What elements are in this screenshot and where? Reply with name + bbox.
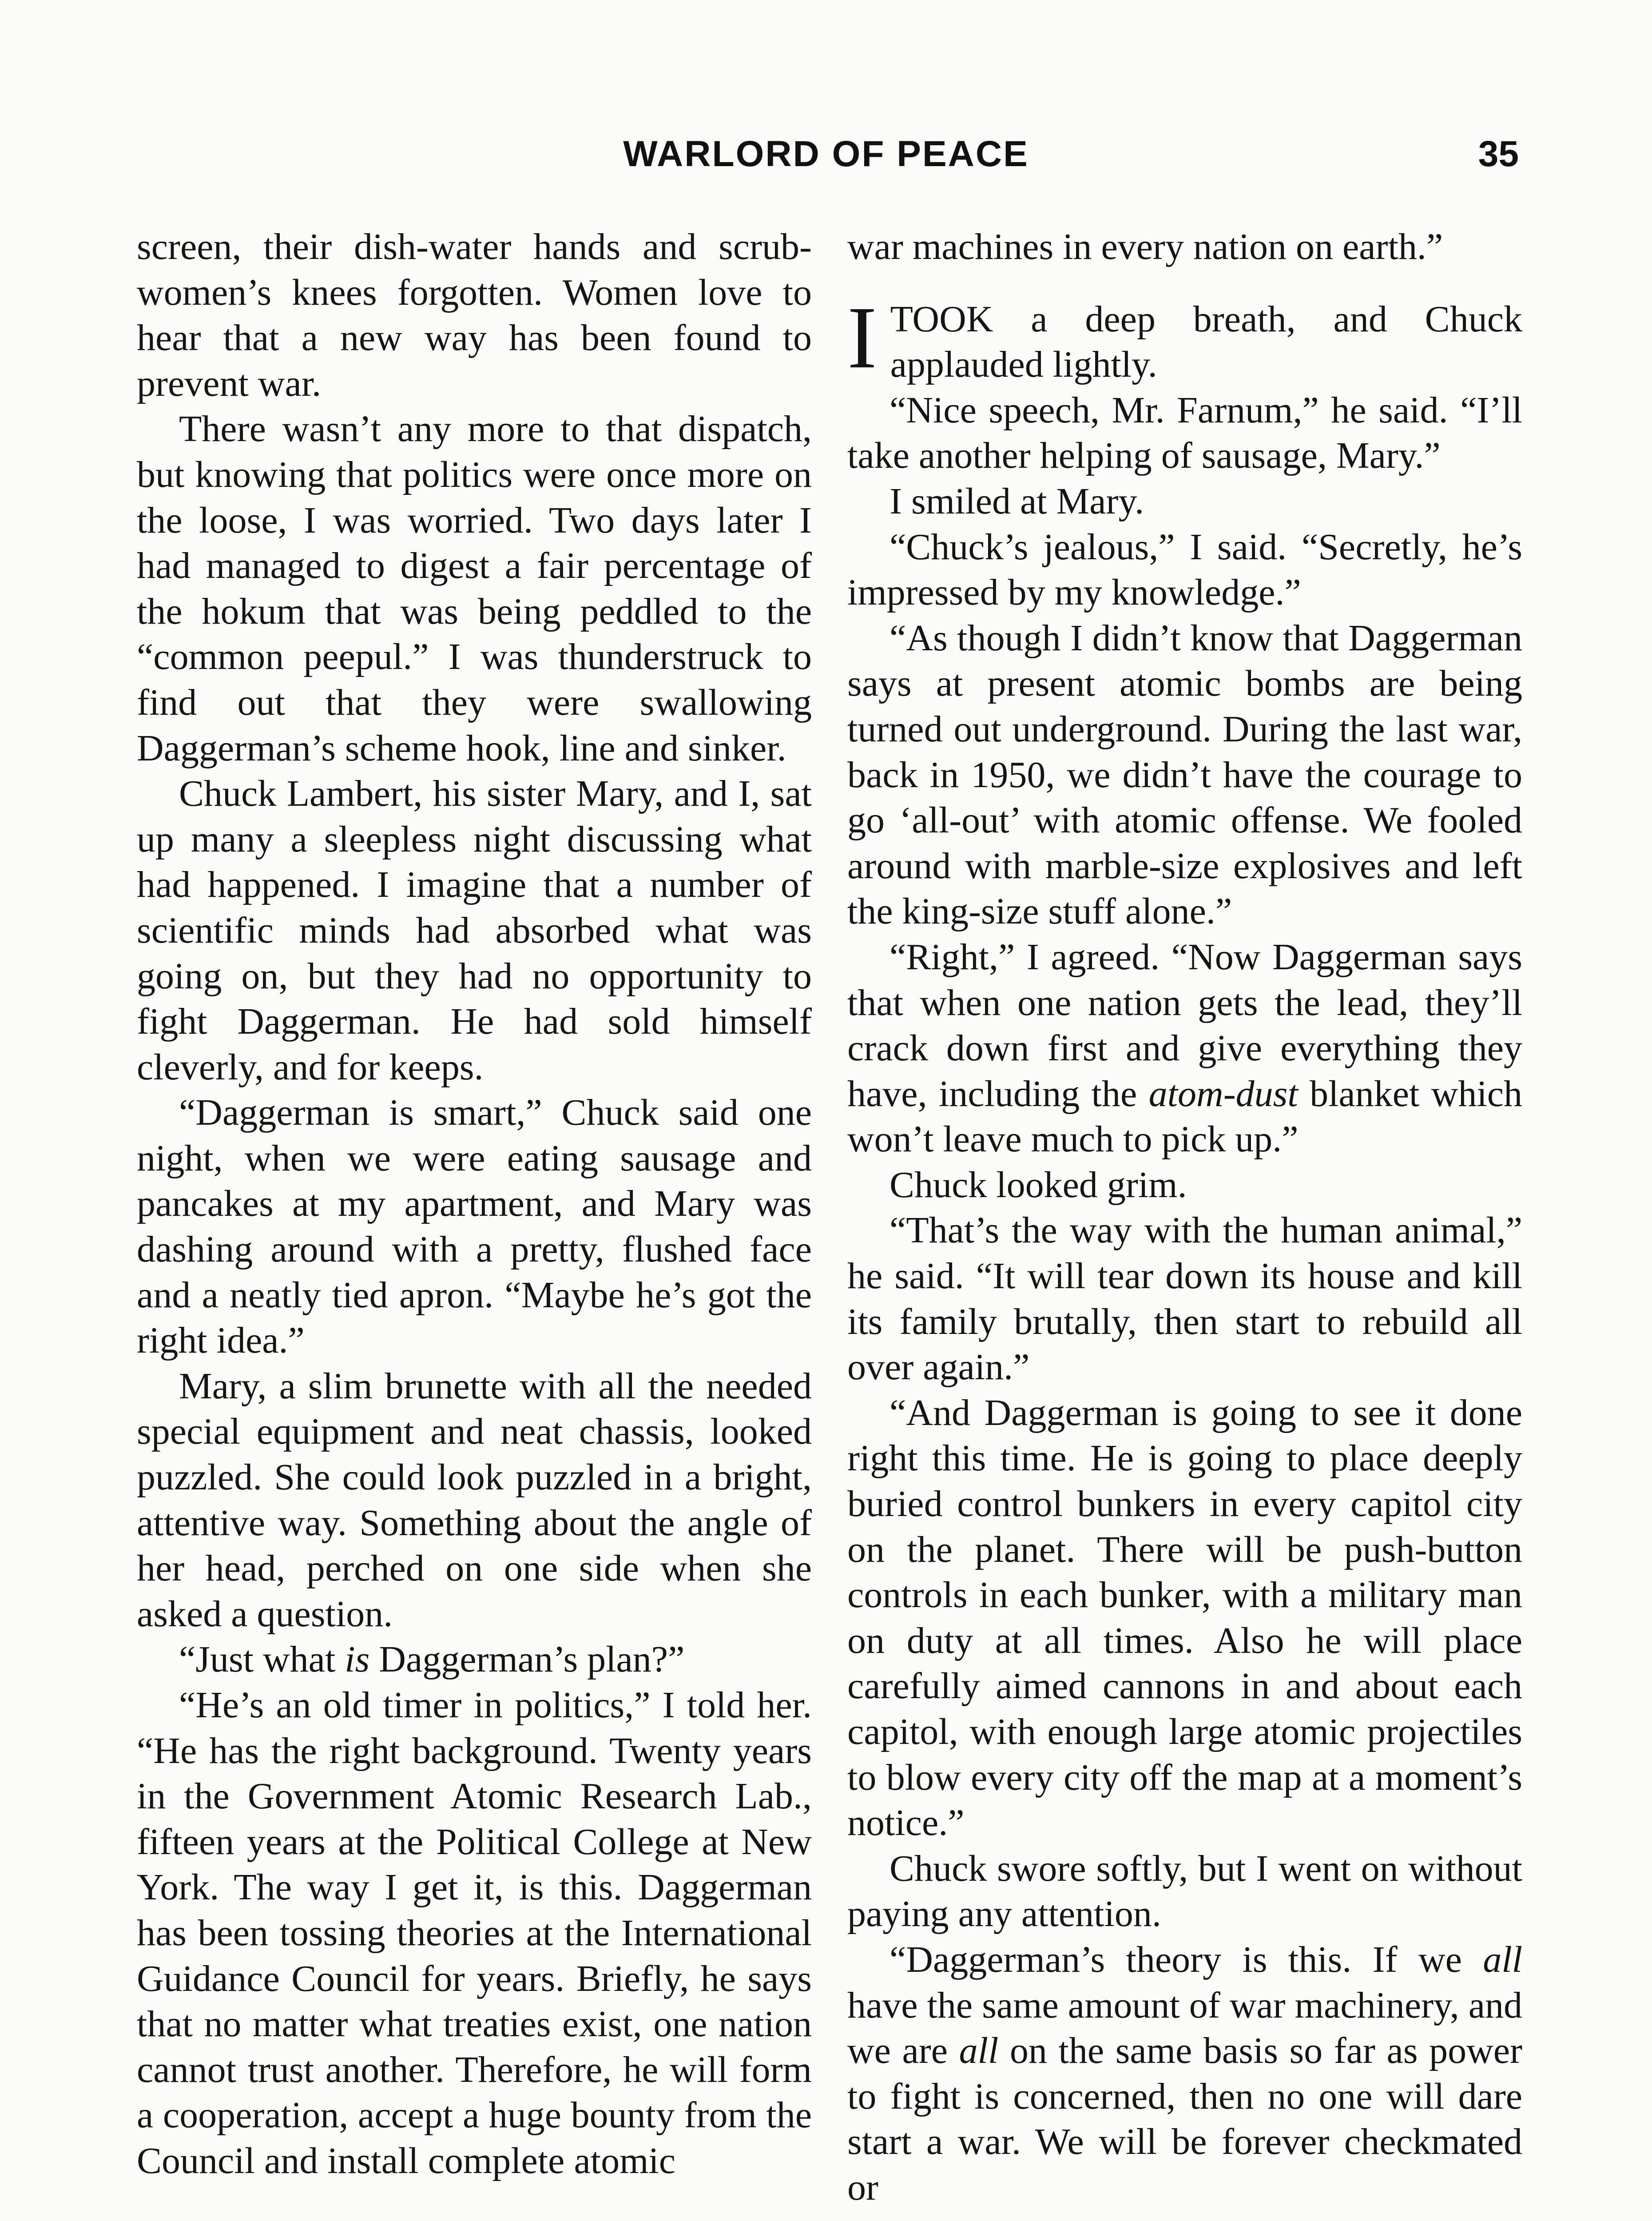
text-run: “Right,” I agreed. “Now Daggerman says that when one nation gets the lead, they’ll crack down first and give everything they have, including the: [847, 936, 1522, 1114]
drop-cap: I: [847, 288, 877, 387]
text-run: blanket which won’t leave much to pick up.”: [847, 1073, 1523, 1160]
page-number: 35: [1478, 134, 1519, 174]
paragraph: “Chuck’s jealous,” I said. “Secretly, he’s impressed by my knowledge.”: [847, 526, 1522, 613]
section-opening-paragraph: [847, 288, 1522, 388]
italic-run: atom-dust: [1148, 1073, 1298, 1114]
text-run: have the same amount of war machinery, and we are: [847, 1984, 1522, 2072]
paragraph: “He’s an old timer in politics,” I told her. “He has the right background. Twenty years in the Government Atomic Research Lab., fifteen years at the Political College at New York. The way I get it, is this. Daggerman has been tossing theories at the International Guidance Council for years. Briefly, he says that no matter what treaties exist, one nation cannot trust another. Therefore, he will form a cooperation, accept a huge bounty from the Council and install complete atomic: [137, 1684, 812, 2181]
paragraph: There wasn’t any more to that dispatch, but knowing that politics were once more on the loose, I was worried. Two days later I had managed to digest a fair percentage of the hokum that was being peddled to the “common peepul.” I was thunderstruck to find out that they were swallowing Daggerman’s scheme hook, line and sinker.: [137, 408, 812, 769]
paragraph: Chuck Lambert, his sister Mary, and I, sat up many a sleepless night discussing what had happened. I imagine that a number of scientific minds had absorbed what was going on, but they had no opportunity to fight Daggerman. He had sold himself cleverly, and for keeps.: [137, 773, 812, 1088]
text-run: on the same basis so far as power to fight is concerned, then no one will dare start a war. We will be forever checkmated or: [847, 2030, 1523, 2208]
text-run: TOOK a deep breath, and Chuck applauded lightly.: [890, 298, 1522, 386]
paragraph: [847, 935, 1522, 1162]
paragraph: [847, 1937, 1522, 2211]
paragraph: [137, 1637, 812, 1683]
paragraph: “And Daggerman is going to see it done right this time. He is going to place deeply buried control bunkers in every capitol city on the planet. There will be push-button controls in each bunker, with a military man on duty at all times. Also he will place carefully aimed cannons in and about each capitol, with enough large atomic projectiles to blow every city off the map at a moment’s notice.”: [847, 1392, 1522, 1844]
paragraph: “Daggerman is smart,” Chuck said one night, when we were eating sausage and pancakes at my apartment, and Mary was dashing around with a pretty, flushed face and a neatly tied apron. “Maybe he’s got the right idea.”: [137, 1092, 812, 1361]
right-column: [847, 224, 1522, 2221]
text-run: “Daggerman’s theory is this. If we: [890, 1938, 1483, 1980]
paragraph: Mary, a slim brunette with all the needed special equipment and neat chassis, looked puzzled. She could look puzzled in a bright, attentive way. Something about the angle of her head, perched on one side when she asked a question.: [137, 1365, 812, 1635]
paragraph: “Nice speech, Mr. Farnum,” he said. “I’ll take another helping of sausage, Mary.”: [847, 389, 1522, 477]
text-run: “Just what: [179, 1639, 345, 1680]
running-title: WARLORD OF PEACE: [623, 134, 1029, 174]
italic-run: all: [1483, 1938, 1522, 1980]
paragraph: I smiled at Mary.: [890, 480, 1144, 522]
left-column: [137, 224, 812, 2221]
italic-run: all: [959, 2030, 999, 2072]
paragraph: war machines in every nation on earth.”: [847, 226, 1443, 267]
text-run: Daggerman’s plan?”: [369, 1639, 685, 1680]
running-head: [0, 133, 1652, 187]
italic-run: is: [345, 1639, 370, 1680]
paragraph: Chuck swore softly, but I went on without paying any attention.: [847, 1847, 1522, 1935]
paragraph: “As though I didn’t know that Daggerman says at present atomic bombs are being turned out underground. During the last war, back in 1950, we didn’t have the courage to go ‘all-out’ with atomic offense. We fooled around with marble-size explosives and left the king-size stuff alone.”: [847, 617, 1522, 932]
paragraph: screen, their dish-water hands and scrub-women’s knees forgotten. Women love to hear that a new way has been found to prevent war.: [137, 226, 812, 404]
paragraph: “That’s the way with the human animal,” he said. “It will tear down its house and kill its family brutally, then start to rebuild all over again.”: [847, 1210, 1522, 1388]
paragraph: Chuck looked grim.: [890, 1164, 1187, 1206]
